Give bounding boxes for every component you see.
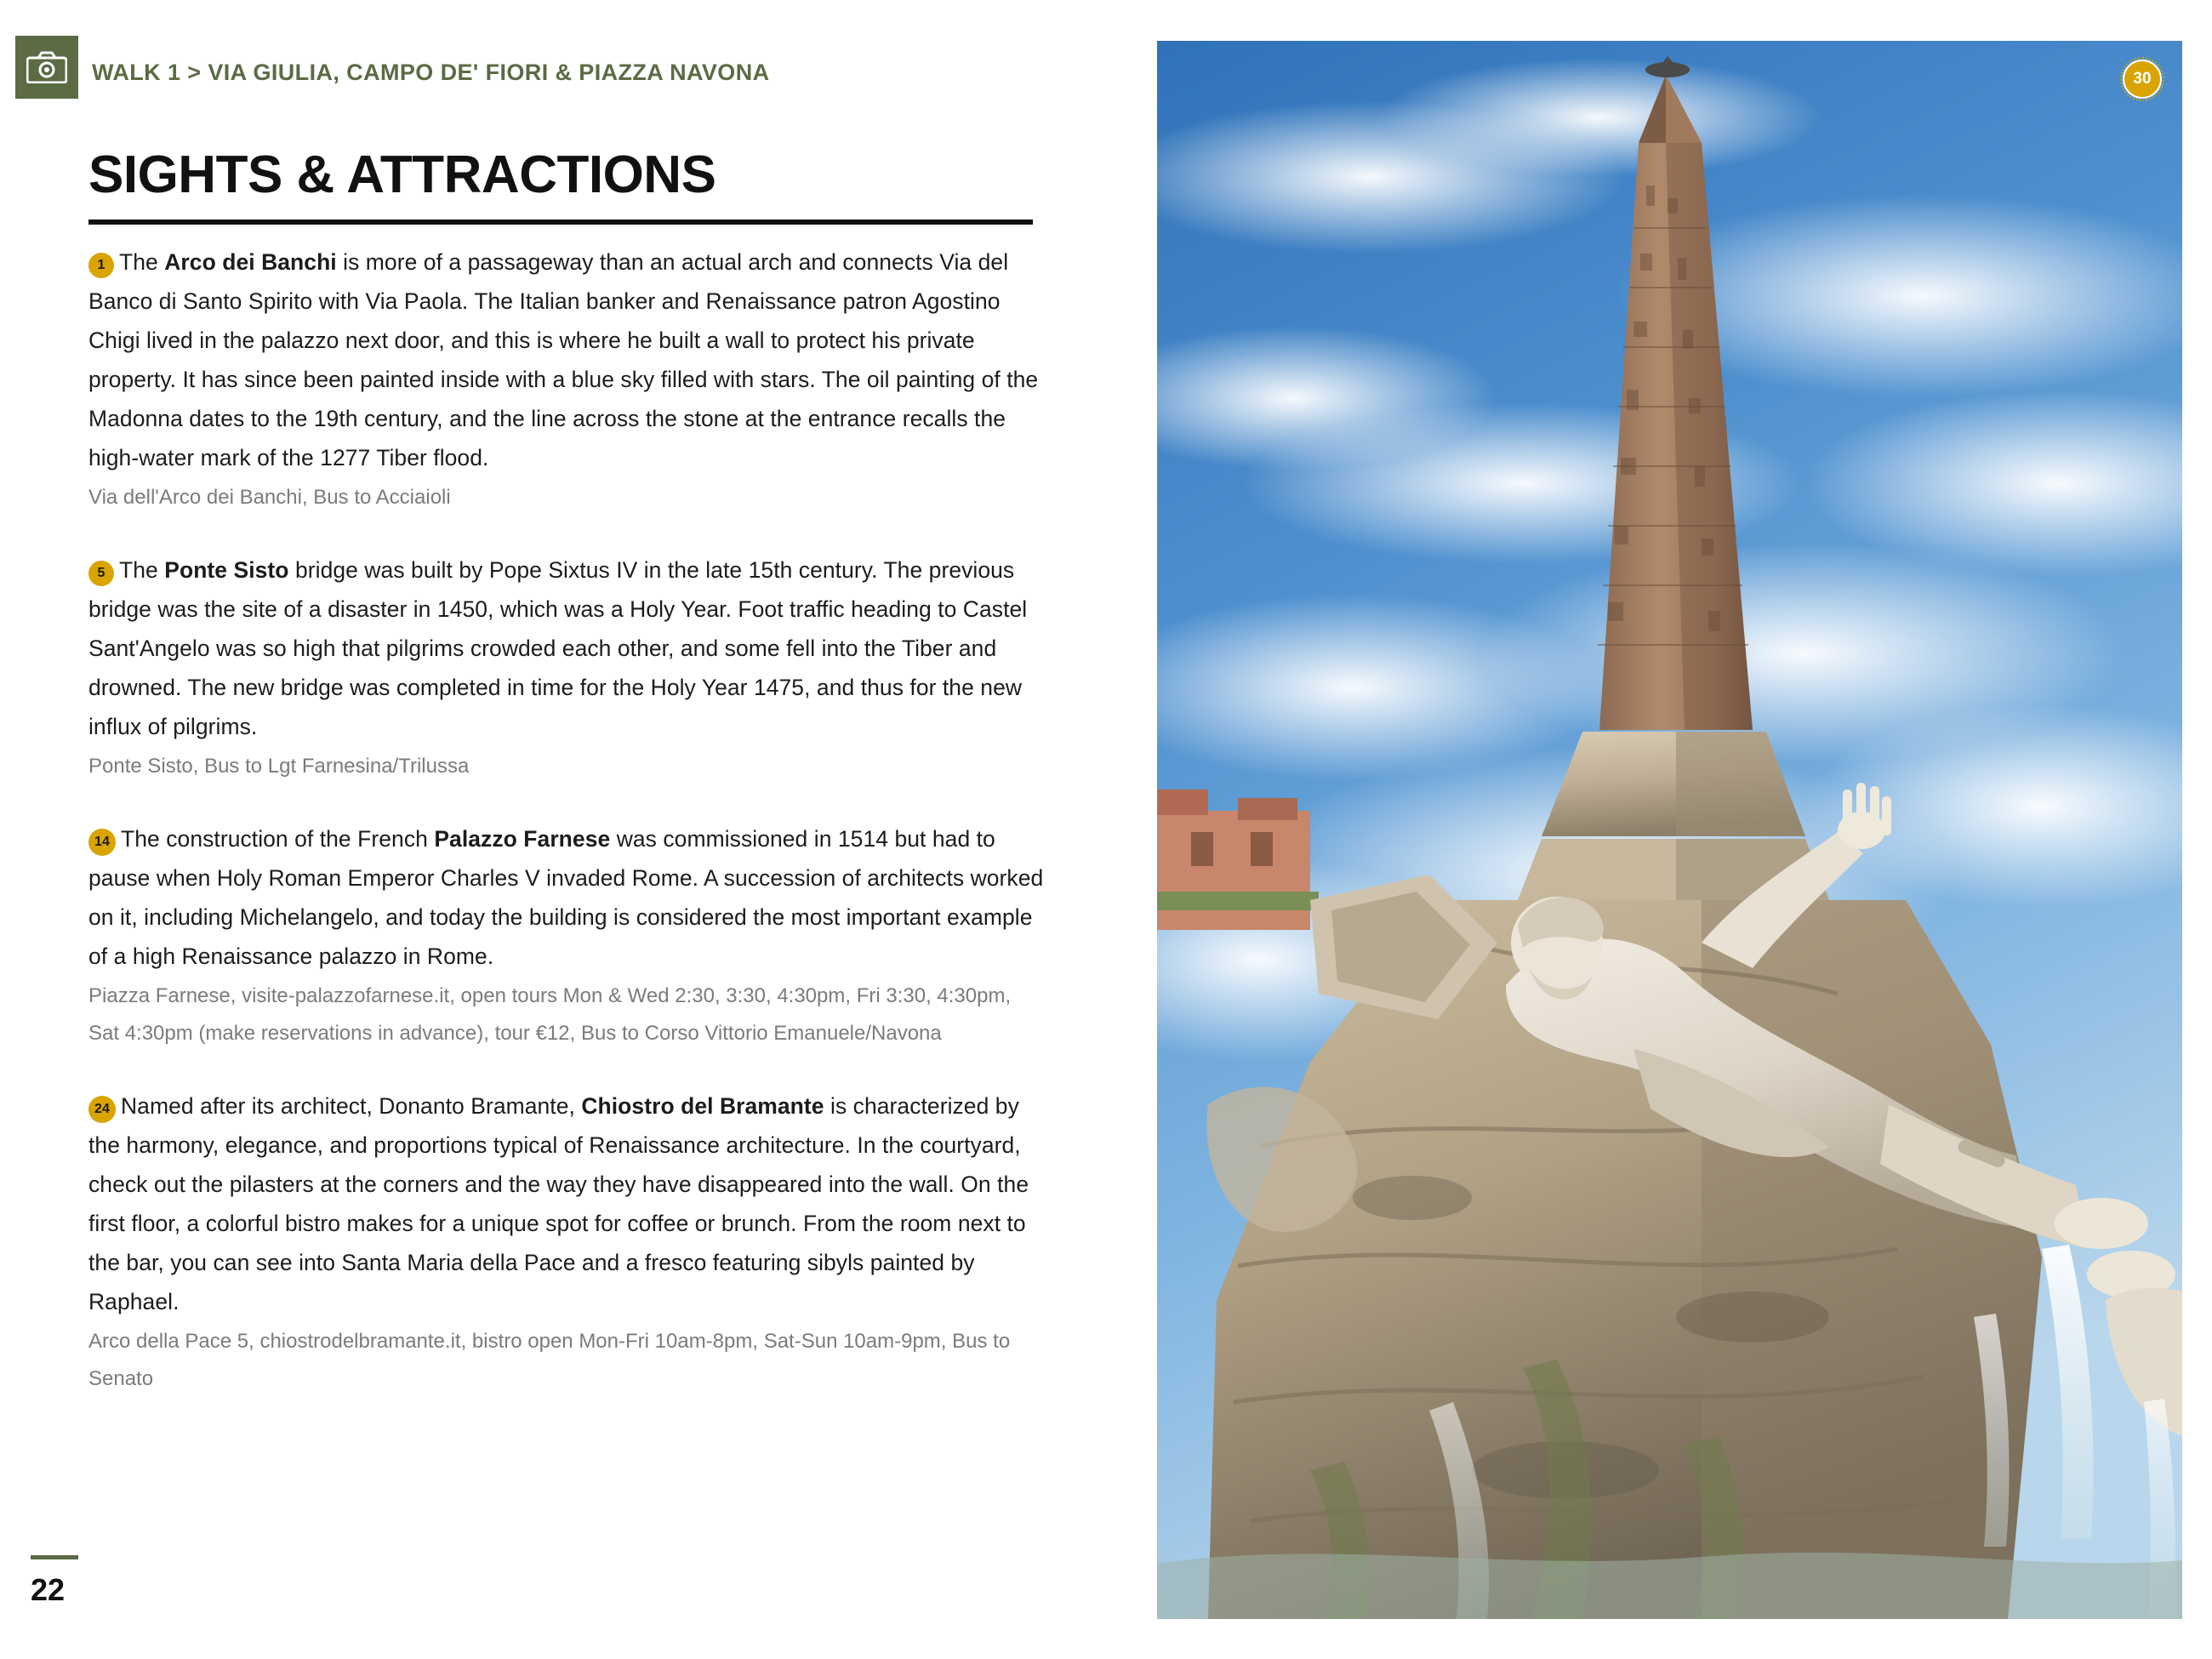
list-item [88, 550, 1046, 785]
entry-lead: The construction of the French [121, 826, 435, 852]
entry-meta: Arco della Pace 5, chiostrodelbramante.it, bistro open Mon-Fri 10am-8pm, Sat-Sun 10am-9pm, Bus to Senato [88, 1330, 1011, 1390]
list-item [88, 1086, 1046, 1398]
entry-lead: The [119, 557, 165, 583]
entry-rest: is characterized by the harmony, elegance, and proportions typical of Renaissance architecture. In the courtyard, check out the pilasters at the corners and the way they have disappeared into the wall. On the first floor, a colorful bistro makes for a unique spot for coffee or brunch. From the room next to the bar, you can see into Santa Maria della Pace and a fresco featuring sibyls painted by Raphael. [88, 1093, 1029, 1314]
entry-rest: was commissioned in 1514 but had to pause when Holy Roman Emperor Charles V invaded Rome. A succession of architects worked on it, including Michelangelo, and today the building is considered the most important example of a high Renaissance palazzo in Rome. [88, 826, 1044, 969]
entry-meta: Ponte Sisto, Bus to Lgt Farnesina/Trilussa [88, 755, 470, 778]
entry-title: Arco dei Banchi [164, 249, 337, 275]
sights-list [88, 242, 1046, 1398]
entry-title: Chiostro del Bramante [581, 1093, 824, 1119]
entry-rest: is more of a passageway than an actual arch and connects Via del Banco di Santo Spirito with Via Paola. The Italian banker and Renaissance patron Agostino Chigi lived in the palazzo next door, and this is where he built a wall to protect his private property. It has since been painted inside with a blue sky filled with stars. The oil painting of the Madonna dates to the 19th century, and the line across the stone at the entrance recalls the high-water mark of the 1277 Tiber flood. [88, 249, 1039, 470]
page-number: 22 [31, 1572, 66, 1607]
title-divider [88, 219, 1033, 225]
entry-meta: Piazza Farnese, visite-palazzofarnese.it, open tours Mon & Wed 2:30, 3:30, 4:30pm, Fri 3:30, 4:30pm, Sat 4:30pm (make reservations in advance), tour €12, Bus to Corso Vittorio Emanuele/Navona [88, 984, 1012, 1045]
photo-marker-badge: 30 [2123, 60, 2162, 99]
entry-title: Ponte Sisto [164, 557, 289, 583]
walk-breadcrumb: WALK 1 > VIA GIULIA, CAMPO DE' FIORI & PIAZZA NAVONA [92, 60, 770, 85]
entry-body [88, 242, 1046, 477]
entry-marker: 24 [88, 1096, 116, 1123]
entry-rest: bridge was built by Pope Sixtus IV in the late 15th century. The previous bridge was the site of a disaster in 1450, which was a Holy Year. Foot traffic heading to Castel Sant'Angelo was so high that pilgrims crowded each other, and some fell into the Tiber and drowned. The new bridge was completed in time for the Holy Year 1475, and thus for the new influx of pilgrims. [88, 557, 1028, 739]
entry-marker: 5 [88, 561, 114, 586]
page-title: SIGHTS & ATTRACTIONS [88, 145, 716, 204]
entry-marker: 14 [88, 829, 116, 856]
photo-obelisk-fountain [1157, 41, 2182, 1619]
entry-meta: Via dell'Arco dei Banchi, Bus to Acciaioli [88, 486, 451, 509]
entry-body [88, 550, 1046, 746]
entry-title: Palazzo Farnese [434, 826, 611, 852]
entry-body [88, 819, 1046, 976]
entry-body [88, 1086, 1046, 1321]
page-number-divider [31, 1555, 78, 1559]
entry-lead: The [119, 249, 165, 275]
list-item [88, 242, 1046, 516]
entry-marker: 1 [88, 253, 114, 278]
entry-lead: Named after its architect, Donanto Bramante, [121, 1093, 582, 1119]
camera-icon [15, 36, 78, 99]
list-item [88, 819, 1046, 1052]
